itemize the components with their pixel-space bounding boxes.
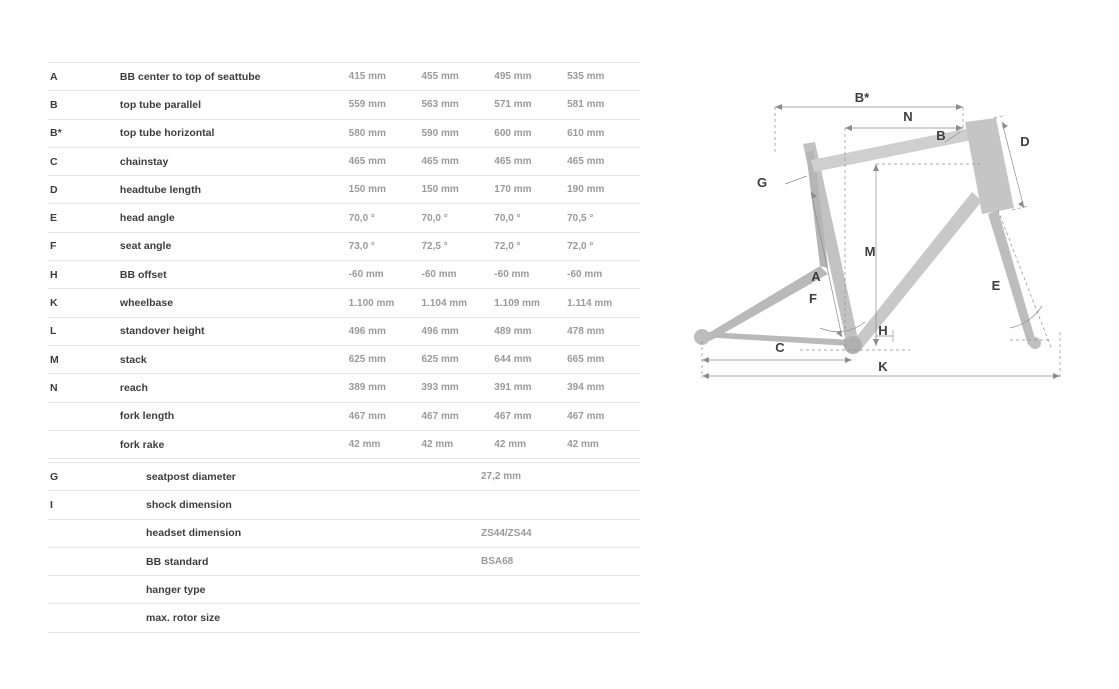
table-row (48, 402, 640, 430)
specs-table (48, 462, 640, 633)
label-d: D (1020, 134, 1030, 149)
row-label: headtube length (119, 183, 202, 196)
row-value-3: 42 mm (494, 439, 526, 450)
row-value-2: 150 mm (421, 184, 459, 196)
label-g: G (756, 175, 768, 190)
spec-label: shock dimension (146, 498, 232, 511)
table-row (48, 576, 640, 604)
table-row (48, 261, 640, 289)
row-value-2: 590 mm (421, 127, 459, 139)
row-value-3: 495 mm (494, 71, 532, 83)
label-b-star: B* (854, 90, 870, 105)
row-value-2: -60 mm (421, 269, 457, 281)
row-value-3: 467 mm (494, 410, 532, 422)
row-label: reach (119, 381, 148, 394)
row-value-2: 467 mm (421, 410, 459, 422)
label-k: K (878, 359, 888, 374)
row-value-1: 42 mm (348, 439, 381, 450)
label-n: N (903, 109, 913, 124)
spec-code (48, 576, 82, 604)
row-value-3: 600 mm (494, 127, 532, 139)
table-row (48, 547, 640, 575)
table-row (48, 91, 640, 119)
row-value-1: 70,0 ° (348, 212, 375, 224)
spec-label: hanger type (146, 583, 206, 596)
row-label: chainstay (119, 155, 169, 168)
row-value-1: 389 mm (348, 382, 386, 394)
row-value-4: 70,5 ° (567, 212, 594, 224)
row-value-1: 559 mm (348, 99, 386, 111)
table-row (48, 289, 640, 317)
table-row (48, 147, 640, 175)
row-value-3: 391 mm (494, 382, 532, 394)
row-value-4: 190 mm (567, 184, 605, 196)
row-value-2: 70,0 ° (421, 212, 448, 224)
row-value-1: 415 mm (348, 71, 386, 83)
row-label: BB center to top of seattube (119, 70, 261, 83)
row-value-2: 465 mm (421, 156, 459, 168)
row-label: BB offset (119, 268, 167, 281)
row-value-3: 489 mm (494, 325, 532, 337)
label-h: H (878, 323, 888, 338)
row-label: wheelbase (119, 297, 174, 310)
table-row (48, 463, 640, 491)
row-label: standover height (119, 325, 205, 338)
spec-code (48, 547, 82, 575)
row-label: top tube parallel (119, 98, 202, 111)
row-label: stack (119, 353, 147, 366)
table-row (48, 176, 640, 204)
label-m: M (864, 244, 876, 259)
spec-value (376, 491, 640, 519)
spec-code: G (50, 470, 59, 483)
row-code: L (50, 325, 57, 338)
label-f: F (809, 291, 817, 306)
table-row (48, 604, 640, 632)
table-row (48, 119, 640, 147)
spec-code: I (50, 498, 53, 511)
frame-silhouette (694, 118, 1041, 354)
row-value-1: -60 mm (348, 269, 384, 281)
table-row (48, 491, 640, 519)
row-code: A (50, 70, 58, 83)
row-value-4: 1.114 mm (567, 297, 613, 309)
row-value-1: 1.100 mm (348, 297, 395, 309)
row-value-1: 625 mm (348, 354, 386, 366)
row-code: H (50, 268, 58, 281)
row-label: fork length (119, 410, 175, 423)
row-value-4: 42 mm (567, 439, 599, 450)
row-value-2: 1.104 mm (421, 297, 468, 309)
row-code (48, 402, 88, 430)
row-value-1: 150 mm (348, 184, 386, 196)
row-value-1: 465 mm (348, 156, 386, 168)
row-label: head angle (119, 212, 175, 225)
row-value-1: 580 mm (348, 127, 386, 139)
row-value-3: 644 mm (494, 354, 532, 366)
table-row (48, 519, 640, 547)
spec-value: ZS44/ZS44 (481, 527, 532, 539)
table-row (48, 374, 640, 402)
row-value-2: 563 mm (421, 99, 459, 111)
row-value-2: 455 mm (421, 71, 459, 83)
row-value-4: 610 mm (567, 127, 605, 139)
row-label: top tube horizontal (119, 127, 215, 140)
row-code: B (50, 98, 58, 111)
spec-label: max. rotor size (146, 612, 221, 625)
table-row (48, 345, 640, 373)
row-value-4: 665 mm (567, 354, 605, 366)
spec-code (48, 519, 82, 547)
row-label: seat angle (119, 240, 172, 253)
row-value-3: 1.109 mm (494, 297, 540, 309)
row-value-2: 496 mm (421, 325, 459, 337)
row-code: K (50, 297, 58, 310)
row-value-3: 571 mm (494, 99, 532, 111)
row-value-2: 393 mm (421, 382, 459, 394)
table-row (48, 430, 640, 458)
row-code: D (50, 183, 58, 196)
spec-label: seatpost diameter (146, 470, 236, 483)
row-value-2: 625 mm (421, 354, 459, 366)
row-value-4: 467 mm (567, 410, 605, 422)
spec-value (376, 576, 640, 604)
row-code: B* (50, 127, 62, 140)
spec-value (376, 604, 640, 632)
row-value-4: 478 mm (567, 325, 605, 337)
table-row (48, 63, 640, 91)
row-value-1: 467 mm (348, 410, 386, 422)
row-code: N (50, 381, 58, 394)
row-value-3: -60 mm (494, 269, 530, 281)
row-value-4: 465 mm (567, 156, 605, 168)
row-code: M (50, 353, 59, 366)
row-code: F (50, 240, 57, 253)
row-code: E (50, 212, 58, 225)
row-value-4: 394 mm (567, 382, 605, 394)
table-row (48, 232, 640, 260)
bike-geometry-diagram (680, 60, 1080, 400)
row-label: fork rake (119, 438, 165, 451)
row-value-4: 72,0 ° (567, 240, 594, 252)
row-value-3: 465 mm (494, 156, 532, 168)
geometry-table (48, 62, 640, 459)
row-value-4: -60 mm (567, 269, 603, 281)
table-row (48, 204, 640, 232)
spec-label: BB standard (146, 555, 209, 568)
label-c: C (775, 340, 785, 355)
row-value-2: 72,5 ° (421, 240, 448, 252)
spec-label: headset dimension (146, 527, 242, 540)
row-value-1: 496 mm (348, 325, 386, 337)
spec-code (48, 604, 82, 632)
table-row (48, 317, 640, 345)
spec-value: BSA68 (481, 556, 514, 568)
row-value-3: 170 mm (494, 184, 532, 196)
label-b: B (936, 128, 946, 143)
row-value-3: 70,0 ° (494, 212, 521, 224)
row-value-1: 73,0 ° (348, 240, 375, 252)
row-value-2: 42 mm (421, 439, 454, 450)
row-code: C (50, 155, 58, 168)
label-a: A (811, 269, 821, 284)
row-value-4: 535 mm (567, 71, 605, 83)
row-value-3: 72,0 ° (494, 240, 521, 252)
spec-value: 27,2 mm (481, 471, 522, 483)
row-code (48, 430, 88, 458)
row-value-4: 581 mm (567, 99, 605, 111)
label-e: E (991, 278, 1001, 293)
